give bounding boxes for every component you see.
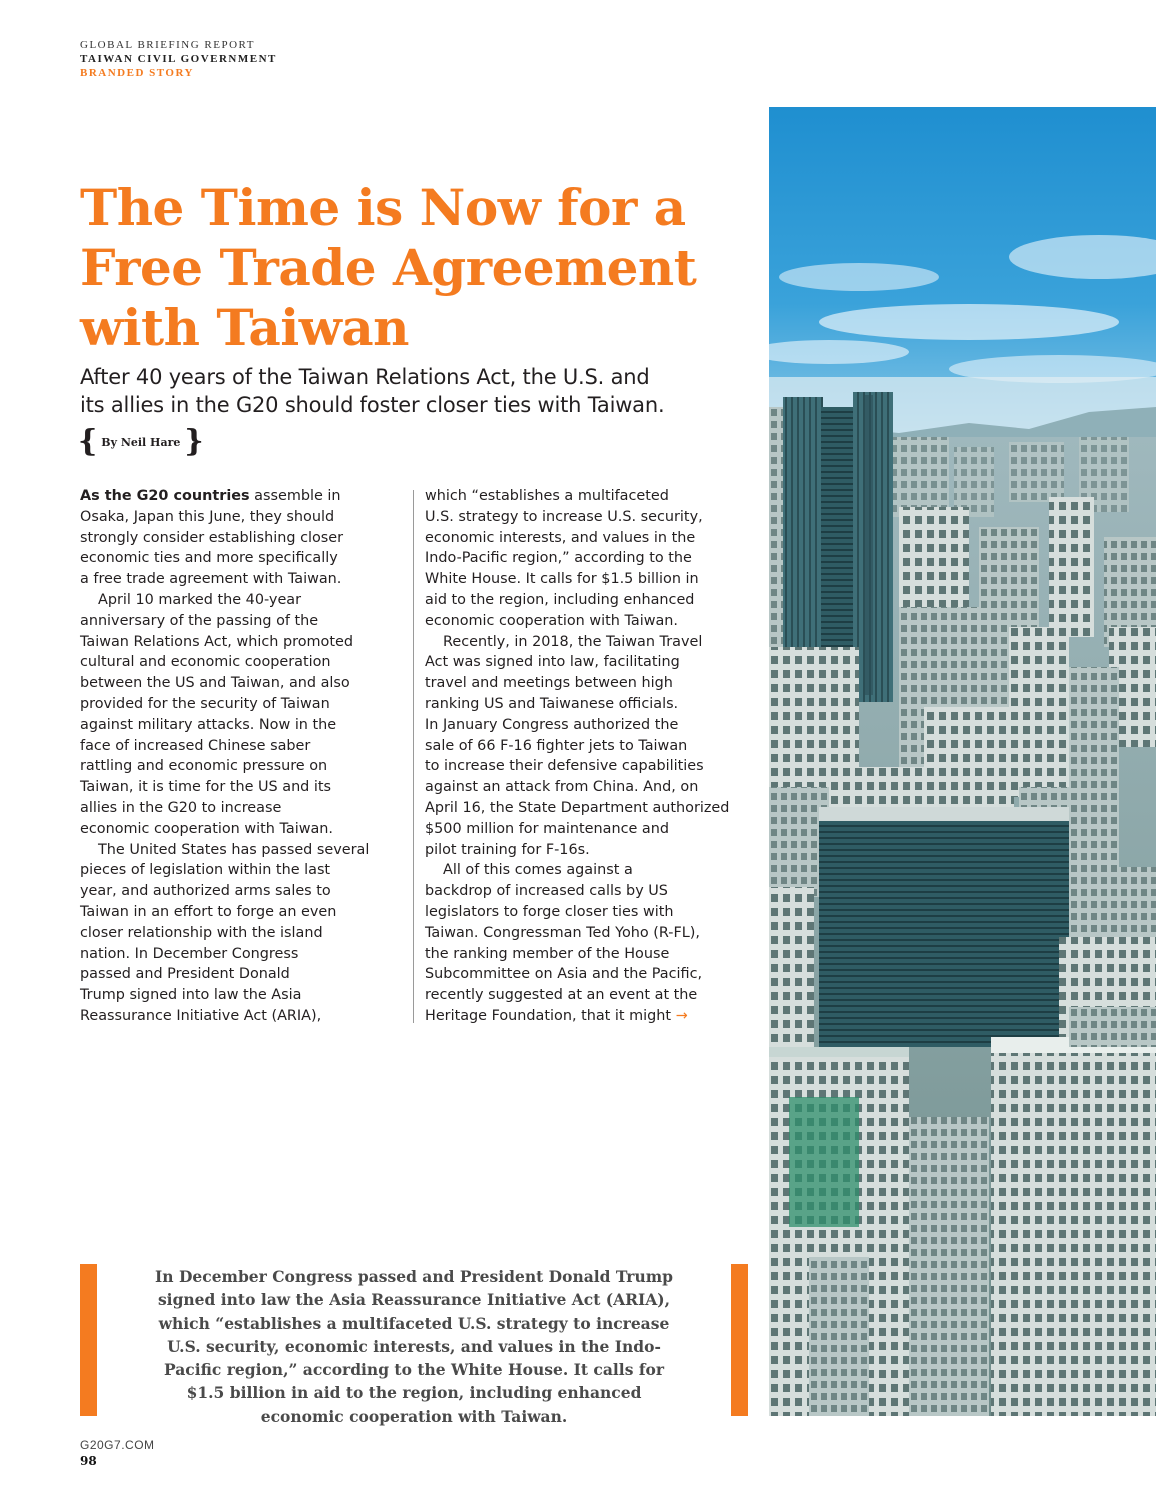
body-text: Taiwan, it is time for the US and its [80,779,332,796]
body-text: provided for the security of Taiwan [80,695,330,712]
body-text: pilot training for F-16s. [425,841,590,858]
body-text: economic ties and more specifically [80,550,338,567]
body-text-line [425,798,747,819]
body-text: All of this comes against a [443,862,633,879]
body-text-line [425,569,747,590]
deck-line: its allies in the G20 should foster closer ties with Taiwan. [80,393,665,417]
body-text-line [80,756,402,777]
body-text: economic interests, and values in the [425,529,696,546]
body-text: against an attack from China. And, on [425,779,699,796]
body-text: a free trade agreement with Taiwan. [80,571,342,588]
pull-quote-line: In December Congress passed and President Donald Trump [155,1267,673,1286]
body-text-line [80,632,402,653]
body-text-line [425,548,747,569]
body-text-line [80,486,402,507]
headline-line: with Taiwan [80,298,409,357]
body-text-line [80,964,402,985]
pull-quote-line: which “establishes a multifaceted U.S. strategy to increase [158,1313,670,1333]
body-text-line [425,860,747,881]
pull-quote-line: Pacific region,” according to the White House. It calls for [164,1360,664,1380]
body-text: U.S. strategy to increase U.S. security, [425,508,703,525]
body-text: closer relationship with the island [80,924,323,941]
body-text-line [425,964,747,985]
body-text-line [425,715,747,736]
body-text-line [425,985,747,1006]
body-text-line [425,486,747,507]
brace-open: { [78,424,98,459]
pull-quote-line: economic cooperation with Taiwan. [260,1406,568,1426]
body-text-line [80,694,402,715]
pull-quote-line: U.S. security, economic interests, and values in the Indo- [167,1336,661,1356]
pull-quote-line: $1.5 billion in aid to the region, including enhanced [186,1383,642,1403]
brace-close: } [184,424,204,459]
body-text: backdrop of increased calls by US [425,883,668,900]
body-text-line [80,507,402,528]
body-text-line [425,944,747,965]
body-text-line [80,777,402,798]
body-text: strongly consider establishing closer [80,529,344,546]
body-text: The United States has passed several [98,841,370,858]
column-divider [413,490,414,1023]
pull-quote [80,1264,748,1426]
body-text: the ranking member of the House [425,945,670,962]
continue-arrow-icon: → [675,1007,688,1024]
body-text: rattling and economic pressure on [80,758,328,775]
body-text: Recently, in 2018, the Taiwan Travel [443,633,703,650]
body-text-line [80,673,402,694]
pull-quote-bar-left [80,1264,97,1416]
page-footer [80,1437,155,1469]
body-text-line [80,840,402,861]
kicker-report: GLOBAL BRIEFING REPORT [80,39,255,51]
body-text: Reassurance Initiative Act (ARIA), [80,1007,322,1024]
body-text: Indo-Pacific region,” according to the [425,550,692,567]
body-text-line [425,881,747,902]
body-text: Taiwan Relations Act, which promoted [80,633,353,650]
body-text: cultural and economic cooperation [80,654,331,671]
body-text-line [80,1006,402,1027]
body-text-line [425,840,747,861]
body-text-line [425,1006,747,1027]
kicker-section: TAIWAN CIVIL GOVERNMENT [80,53,277,65]
body-text-line [425,632,747,653]
section-kicker [80,38,277,80]
body-text: recently suggested at an event at the [425,987,698,1004]
body-text: to increase their defensive capabilities [425,758,704,775]
body-text: aid to the region, including enhanced [425,591,695,608]
pull-quote-bar-right [731,1264,748,1416]
body-text-line [425,652,747,673]
body-column-1 [80,486,402,1027]
body-text-line [80,652,402,673]
body-text-line [425,756,747,777]
body-text: legislators to forge closer ties with [425,903,674,920]
body-text-line [80,569,402,590]
footer-site: G20G7.COM [80,1438,155,1452]
headline-line: The Time is Now for a [80,178,686,237]
lead-in: As the G20 countries [80,488,250,504]
body-text-line [80,736,402,757]
deck-line: After 40 years of the Taiwan Relations Act, the U.S. and [80,365,650,389]
body-text: anniversary of the passing of the [80,612,319,629]
author-name: By Neil Hare [101,435,181,449]
body-text-line [80,819,402,840]
body-text-line [80,548,402,569]
body-text-line [80,944,402,965]
kicker-branded: BRANDED STORY [80,67,194,79]
body-text-line [80,611,402,632]
body-text: passed and President Donald [80,966,290,983]
body-text-line [80,528,402,549]
body-text: White House. It calls for $1.5 billion in [425,571,699,588]
body-text-line [80,715,402,736]
body-text: Subcommittee on Asia and the Pacific, [425,966,703,983]
body-text: between the US and Taiwan, and also [80,675,350,692]
body-text-line [80,590,402,611]
body-text: Taiwan. Congressman Ted Yoho (R-FL), [425,924,700,941]
headline-line: Free Trade Agreement [80,238,697,297]
page-number: 98 [80,1454,97,1468]
body-text-line [425,694,747,715]
body-text: year, and authorized arms sales to [80,883,331,900]
article-headline [80,178,760,358]
body-text-line [425,819,747,840]
taipei-skyline-photo [769,107,1156,1416]
body-text: In January Congress authorized the [425,716,679,733]
body-text: April 16, the State Department authorized [425,799,730,816]
body-text: Taiwan in an effort to forge an even [80,903,337,920]
byline [78,425,204,459]
body-text-line [80,860,402,881]
body-text-line [425,923,747,944]
body-text: economic cooperation with Taiwan. [80,820,333,837]
body-text-line [425,902,747,923]
body-text: Heritage Foundation, that it might [425,1007,676,1024]
body-text: Osaka, Japan this June, they should [80,508,335,525]
body-text: against military attacks. Now in the [80,716,337,733]
body-text-line [80,985,402,1006]
body-text: allies in the G20 to increase [80,799,282,816]
body-text: April 10 marked the 40-year [98,591,302,608]
body-text-line [425,673,747,694]
article-deck [80,363,760,419]
body-text-line [80,923,402,944]
body-text: $500 million for maintenance and [425,820,669,837]
body-text: face of increased Chinese saber [80,737,311,754]
pull-quote-line: signed into law the Asia Reassurance Initiative Act (ARIA), [157,1290,671,1310]
body-column-2 [425,486,747,1027]
body-text: Trump signed into law the Asia [80,987,302,1004]
body-text: pieces of legislation within the last [80,862,331,879]
body-text: economic cooperation with Taiwan. [425,612,678,629]
body-text-line [425,590,747,611]
pull-quote-text [110,1265,718,1428]
body-text-line [425,777,747,798]
body-text: assemble in [249,488,341,504]
body-text-line [80,881,402,902]
body-text-line [425,611,747,632]
body-text: ranking US and Taiwanese officials. [425,695,679,712]
body-text-line [425,507,747,528]
body-text: Act was signed into law, facilitating [425,654,680,671]
body-text-line [425,736,747,757]
body-text: sale of 66 F-16 fighter jets to Taiwan [425,737,688,754]
body-text: travel and meetings between high [425,675,673,692]
body-text-line [425,528,747,549]
body-text: nation. In December Congress [80,945,299,962]
body-text: which “establishes a multifaceted [425,488,669,504]
body-text-line [80,798,402,819]
body-text-line [80,902,402,923]
